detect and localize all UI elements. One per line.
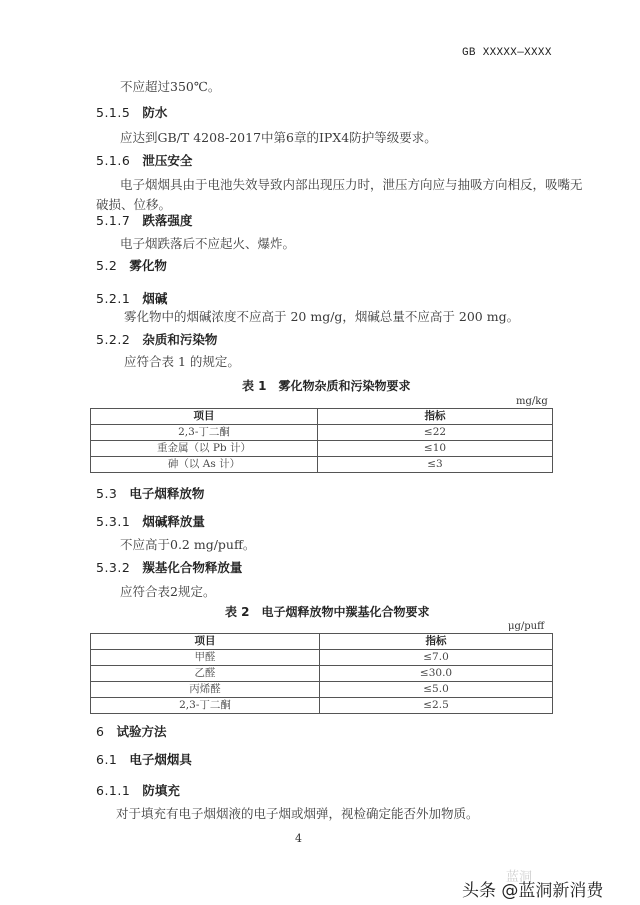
table-row — [91, 698, 553, 714]
section-title: 试验方法 — [116, 724, 167, 739]
table-header-row — [91, 634, 553, 650]
section-title: 防水 — [142, 105, 168, 120]
table2-caption: 表 2 电子烟释放物中羰基化合物要求 — [225, 605, 430, 619]
cell-limit: ≤10 — [318, 441, 553, 457]
heading-5-2-1 — [96, 289, 167, 307]
paragraph-5-1-4-continued: 不应超过350℃。 — [120, 79, 221, 94]
section-title: 防填充 — [142, 783, 180, 798]
cell-limit: ≤7.0 — [320, 650, 553, 666]
cell-item: 甲醛 — [91, 650, 320, 666]
paragraph-5-1-7: 电子烟跌落后不应起火、爆炸。 — [120, 236, 296, 251]
table1-caption: 表 1 雾化物杂质和污染物要求 — [242, 379, 411, 393]
section-number: 6.1.1 — [96, 783, 131, 798]
paragraph-5-3-1: 不应高于0.2 mg/puff。 — [120, 537, 256, 552]
standard-code-header: GB XXXXX—XXXX — [462, 47, 552, 59]
cell-item: 2,3-丁二酮 — [91, 698, 320, 714]
cell-limit: ≤3 — [318, 457, 553, 473]
section-title: 羰基化合物释放量 — [142, 560, 243, 575]
section-title: 泄压安全 — [142, 153, 193, 168]
table-row — [91, 682, 553, 698]
heading-5-1-6 — [96, 151, 192, 169]
section-title: 跌落强度 — [142, 213, 193, 228]
heading-6-1 — [96, 750, 192, 768]
section-number: 5.3 — [96, 486, 118, 501]
table1 — [90, 408, 553, 473]
paragraph-5-1-5: 应达到GB/T 4208-2017中第6章的IPX4防护等级要求。 — [120, 130, 437, 145]
section-title: 杂质和污染物 — [142, 332, 218, 347]
paragraph-5-2-1: 雾化物中的烟碱浓度不应高于 20 mg/g，烟碱总量不应高于 200 mg。 — [124, 309, 520, 324]
paragraph-5-1-6-line2: 破损、位移。 — [96, 197, 172, 212]
section-number: 5.2.2 — [96, 332, 131, 347]
heading-5-2-2 — [96, 330, 217, 348]
table2-unit: μg/puff — [508, 621, 545, 632]
heading-5-1-5 — [96, 103, 167, 121]
page-number: 4 — [295, 832, 302, 845]
section-number: 5.2.1 — [96, 291, 131, 306]
cell-limit: ≤22 — [318, 425, 553, 441]
section-title: 电子烟释放物 — [129, 486, 205, 501]
heading-5-1-7 — [96, 211, 192, 229]
table-row — [91, 457, 553, 473]
section-number: 5.2 — [96, 258, 118, 273]
heading-5-2 — [96, 256, 167, 274]
heading-6-1-1 — [96, 781, 180, 799]
table2 — [90, 633, 553, 714]
watermark-ghost: 蓝洞 — [506, 870, 533, 885]
cell-item: 砷（以 As 计） — [91, 457, 318, 473]
section-number: 5.3.1 — [96, 514, 131, 529]
paragraph-5-3-2: 应符合表2规定。 — [120, 584, 216, 599]
cell-item: 丙烯醛 — [91, 682, 320, 698]
table1-unit: mg/kg — [516, 396, 548, 407]
cell-item: 乙醛 — [91, 666, 320, 682]
heading-5-3-1 — [96, 512, 205, 530]
table-row — [91, 441, 553, 457]
column-header-limit: 指标 — [318, 409, 553, 425]
heading-5-3-2 — [96, 558, 242, 576]
section-title: 雾化物 — [129, 258, 167, 273]
table-row — [91, 650, 553, 666]
section-number: 5.3.2 — [96, 560, 131, 575]
table-row — [91, 425, 553, 441]
section-title: 烟碱释放量 — [142, 514, 205, 529]
section-number: 6 — [96, 724, 105, 739]
paragraph-5-2-2: 应符合表 1 的规定。 — [124, 354, 240, 369]
section-title: 电子烟烟具 — [129, 752, 192, 767]
section-number: 6.1 — [96, 752, 118, 767]
heading-6 — [96, 722, 166, 740]
watermark: 头条 @蓝洞新消费 — [462, 881, 604, 901]
cell-item: 2,3-丁二酮 — [91, 425, 318, 441]
heading-5-3 — [96, 484, 204, 502]
cell-limit: ≤5.0 — [320, 682, 553, 698]
section-title: 烟碱 — [142, 291, 168, 306]
cell-item: 重金属（以 Pb 计） — [91, 441, 318, 457]
cell-limit: ≤2.5 — [320, 698, 553, 714]
paragraph-5-1-6-line1: 电子烟烟具由于电池失效导致内部出现压力时，泄压方向应与抽吸方向相反，吸嘴无 — [120, 177, 583, 192]
section-number: 5.1.5 — [96, 105, 131, 120]
table-row — [91, 666, 553, 682]
column-header-item: 项目 — [91, 409, 318, 425]
table-header-row — [91, 409, 553, 425]
column-header-item: 项目 — [91, 634, 320, 650]
section-number: 5.1.7 — [96, 213, 131, 228]
column-header-limit: 指标 — [320, 634, 553, 650]
cell-limit: ≤30.0 — [320, 666, 553, 682]
section-number: 5.1.6 — [96, 153, 131, 168]
paragraph-6-1-1: 对于填充有电子烟烟液的电子烟或烟弹，视检确定能否外加物质。 — [116, 806, 479, 821]
